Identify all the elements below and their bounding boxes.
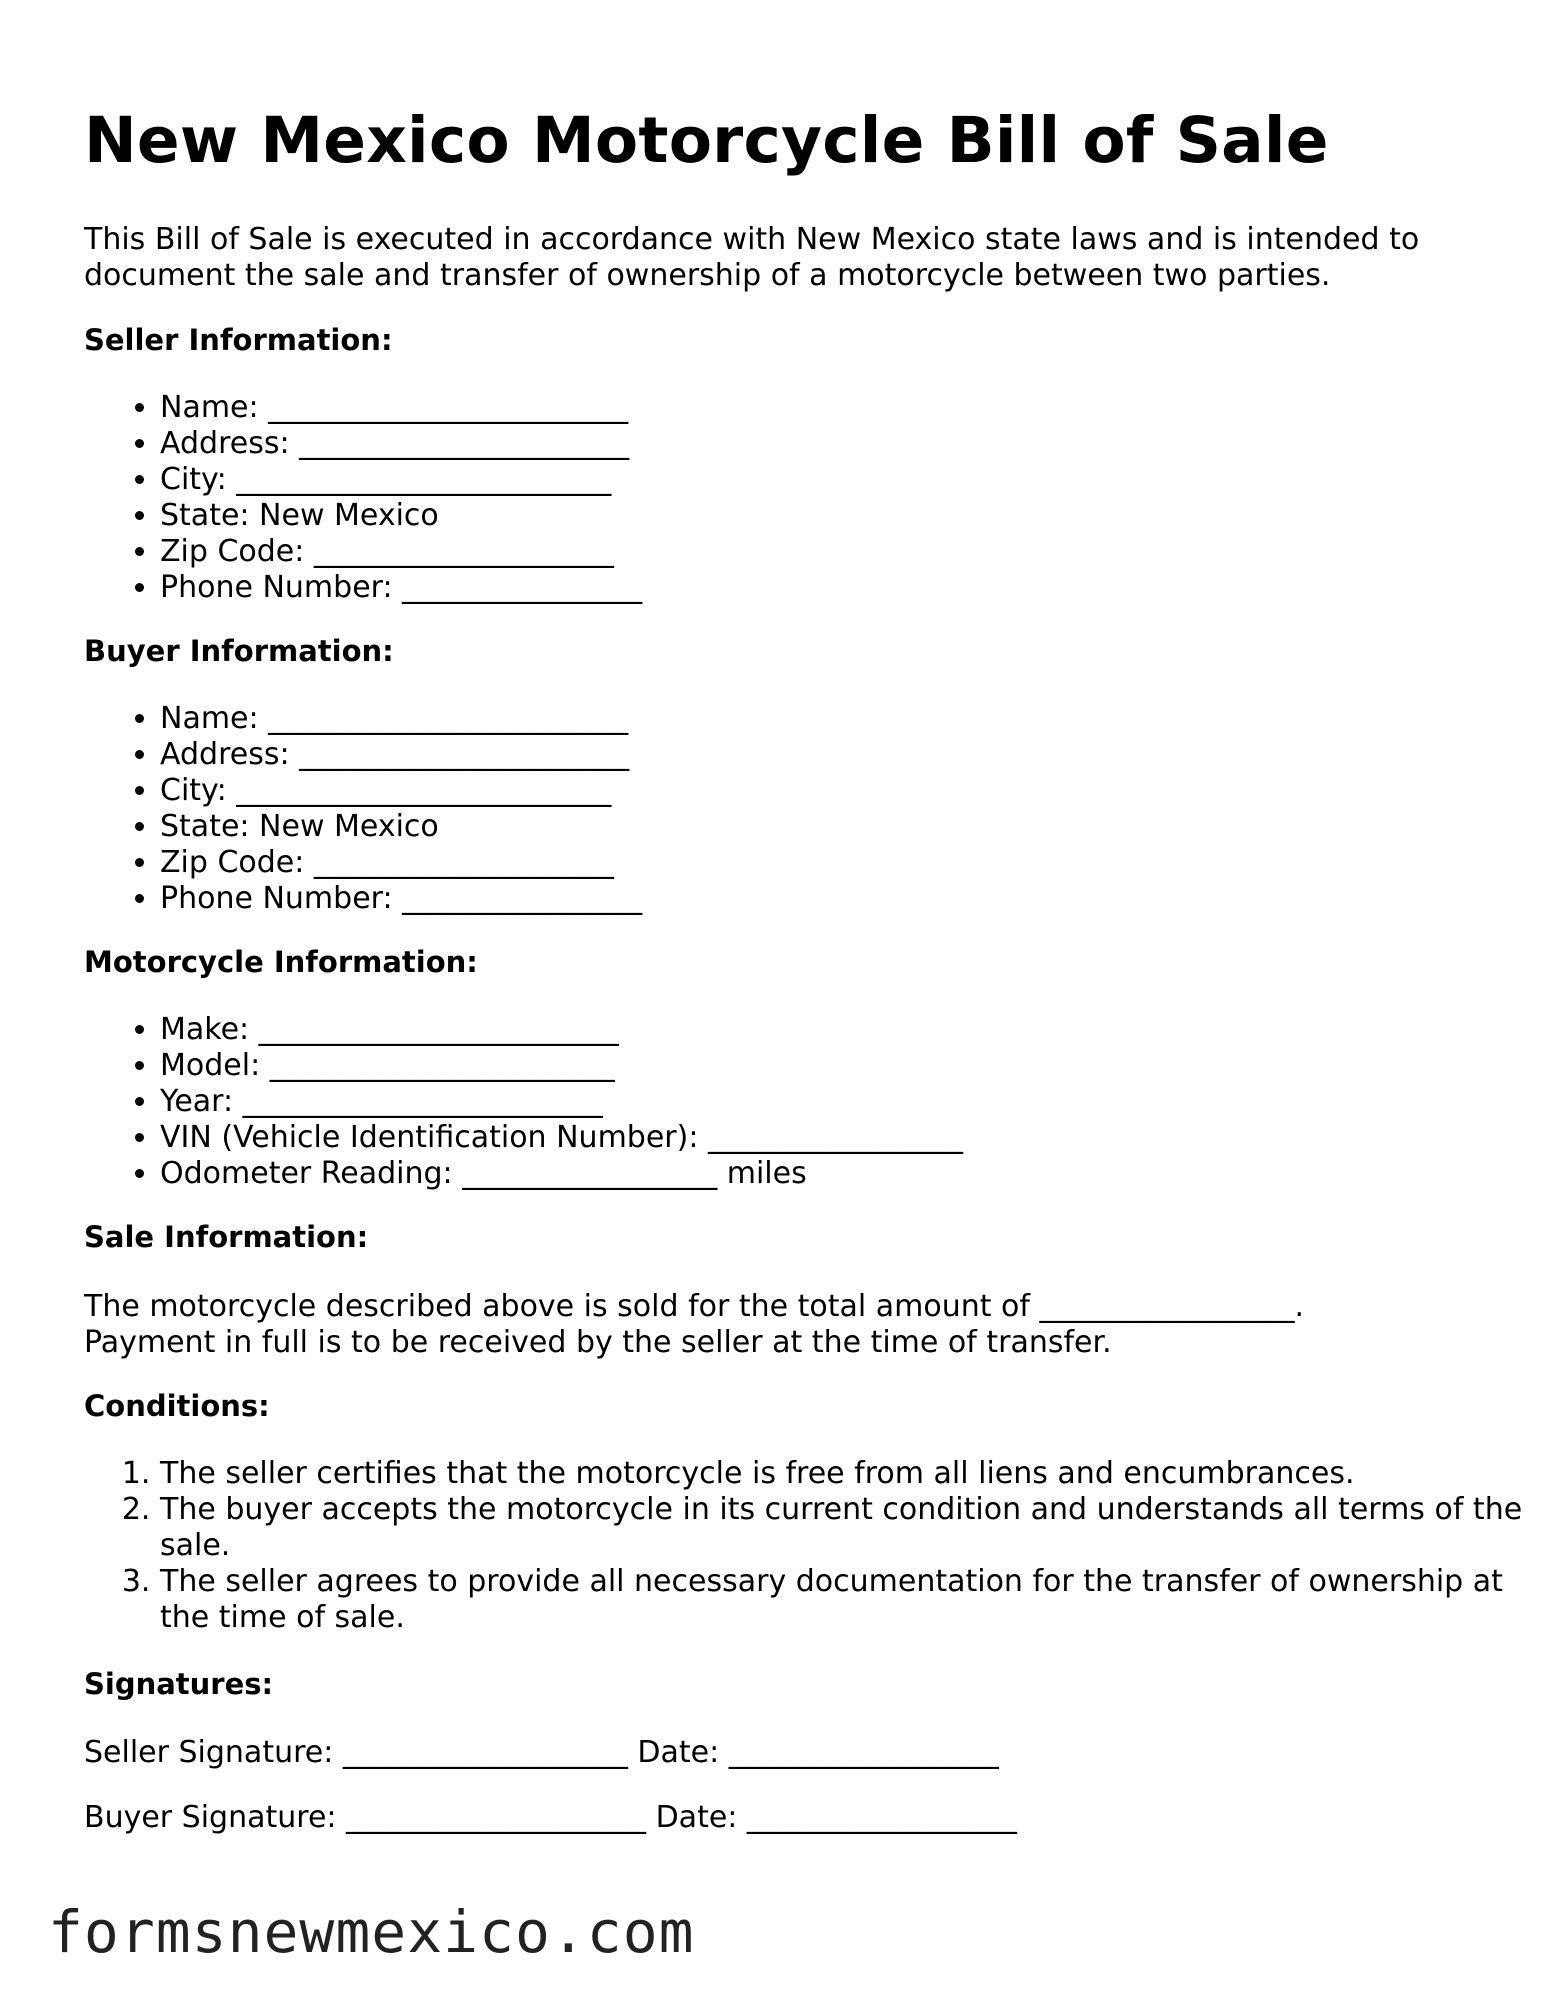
motorcycle-heading: Motorcycle Information: [84, 945, 478, 979]
buyer-state: • State: New Mexico [160, 809, 642, 845]
buyer-heading: Buyer Information: [84, 634, 394, 668]
make-field[interactable]: • Make: ________________________ [160, 1012, 963, 1048]
seller-phone-field[interactable]: • Phone Number: ________________ [160, 570, 642, 606]
motorcycle-list [84, 1012, 963, 1192]
seller-heading: Seller Information: [84, 323, 393, 357]
sale-paragraph: The motorcycle described above is sold for the total amount of _________________. Payment in full is to be received by the seller at the time of transfer. [84, 1289, 1305, 1360]
condition-item: 1. The seller certifies that the motorcycle is free from all liens and encumbrances. [160, 1456, 1530, 1492]
buyer-phone-field[interactable]: • Phone Number: ________________ [160, 881, 642, 917]
buyer-city-field[interactable]: • City: _________________________ [160, 773, 642, 809]
intro-paragraph: This Bill of Sale is executed in accordance with New Mexico state laws and is intended to document the sale and transfer of ownership of a motorcycle between two parties. [84, 222, 1420, 293]
odometer-field[interactable]: • Odometer Reading: _________________ miles [160, 1156, 963, 1192]
footer-watermark: formsnewmexico.com [48, 1898, 695, 1966]
signatures-heading: Signatures: [84, 1667, 274, 1701]
conditions-heading: Conditions: [84, 1389, 270, 1423]
condition-item: 3. The seller agrees to provide all necessary documentation for the transfer of ownership at the time of sale. [160, 1564, 1530, 1636]
buyer-signature-line[interactable]: Buyer Signature: ____________________ Date: __________________ [84, 1800, 1017, 1835]
seller-zip-field[interactable]: • Zip Code: ____________________ [160, 534, 642, 570]
buyer-name-field[interactable]: • Name: ________________________ [160, 701, 642, 737]
buyer-list [84, 701, 642, 917]
seller-address-field[interactable]: • Address: ______________________ [160, 426, 642, 462]
seller-list [84, 390, 642, 606]
model-field[interactable]: • Model: _______________________ [160, 1048, 963, 1084]
buyer-address-field[interactable]: • Address: ______________________ [160, 737, 642, 773]
seller-name-field[interactable]: • Name: ________________________ [160, 390, 642, 426]
page-title: New Mexico Motorcycle Bill of Sale [84, 104, 1329, 177]
year-field[interactable]: • Year: ________________________ [160, 1084, 963, 1120]
conditions-list [84, 1456, 1530, 1636]
condition-item: 2. The buyer accepts the motorcycle in its current condition and understands all terms of the sale. [160, 1492, 1530, 1564]
vin-field[interactable]: • VIN (Vehicle Identification Number): _________________ [160, 1120, 963, 1156]
seller-state: • State: New Mexico [160, 498, 642, 534]
sale-heading: Sale Information: [84, 1220, 369, 1254]
seller-city-field[interactable]: • City: _________________________ [160, 462, 642, 498]
buyer-zip-field[interactable]: • Zip Code: ____________________ [160, 845, 642, 881]
seller-signature-line[interactable]: Seller Signature: ___________________ Date: __________________ [84, 1735, 999, 1770]
